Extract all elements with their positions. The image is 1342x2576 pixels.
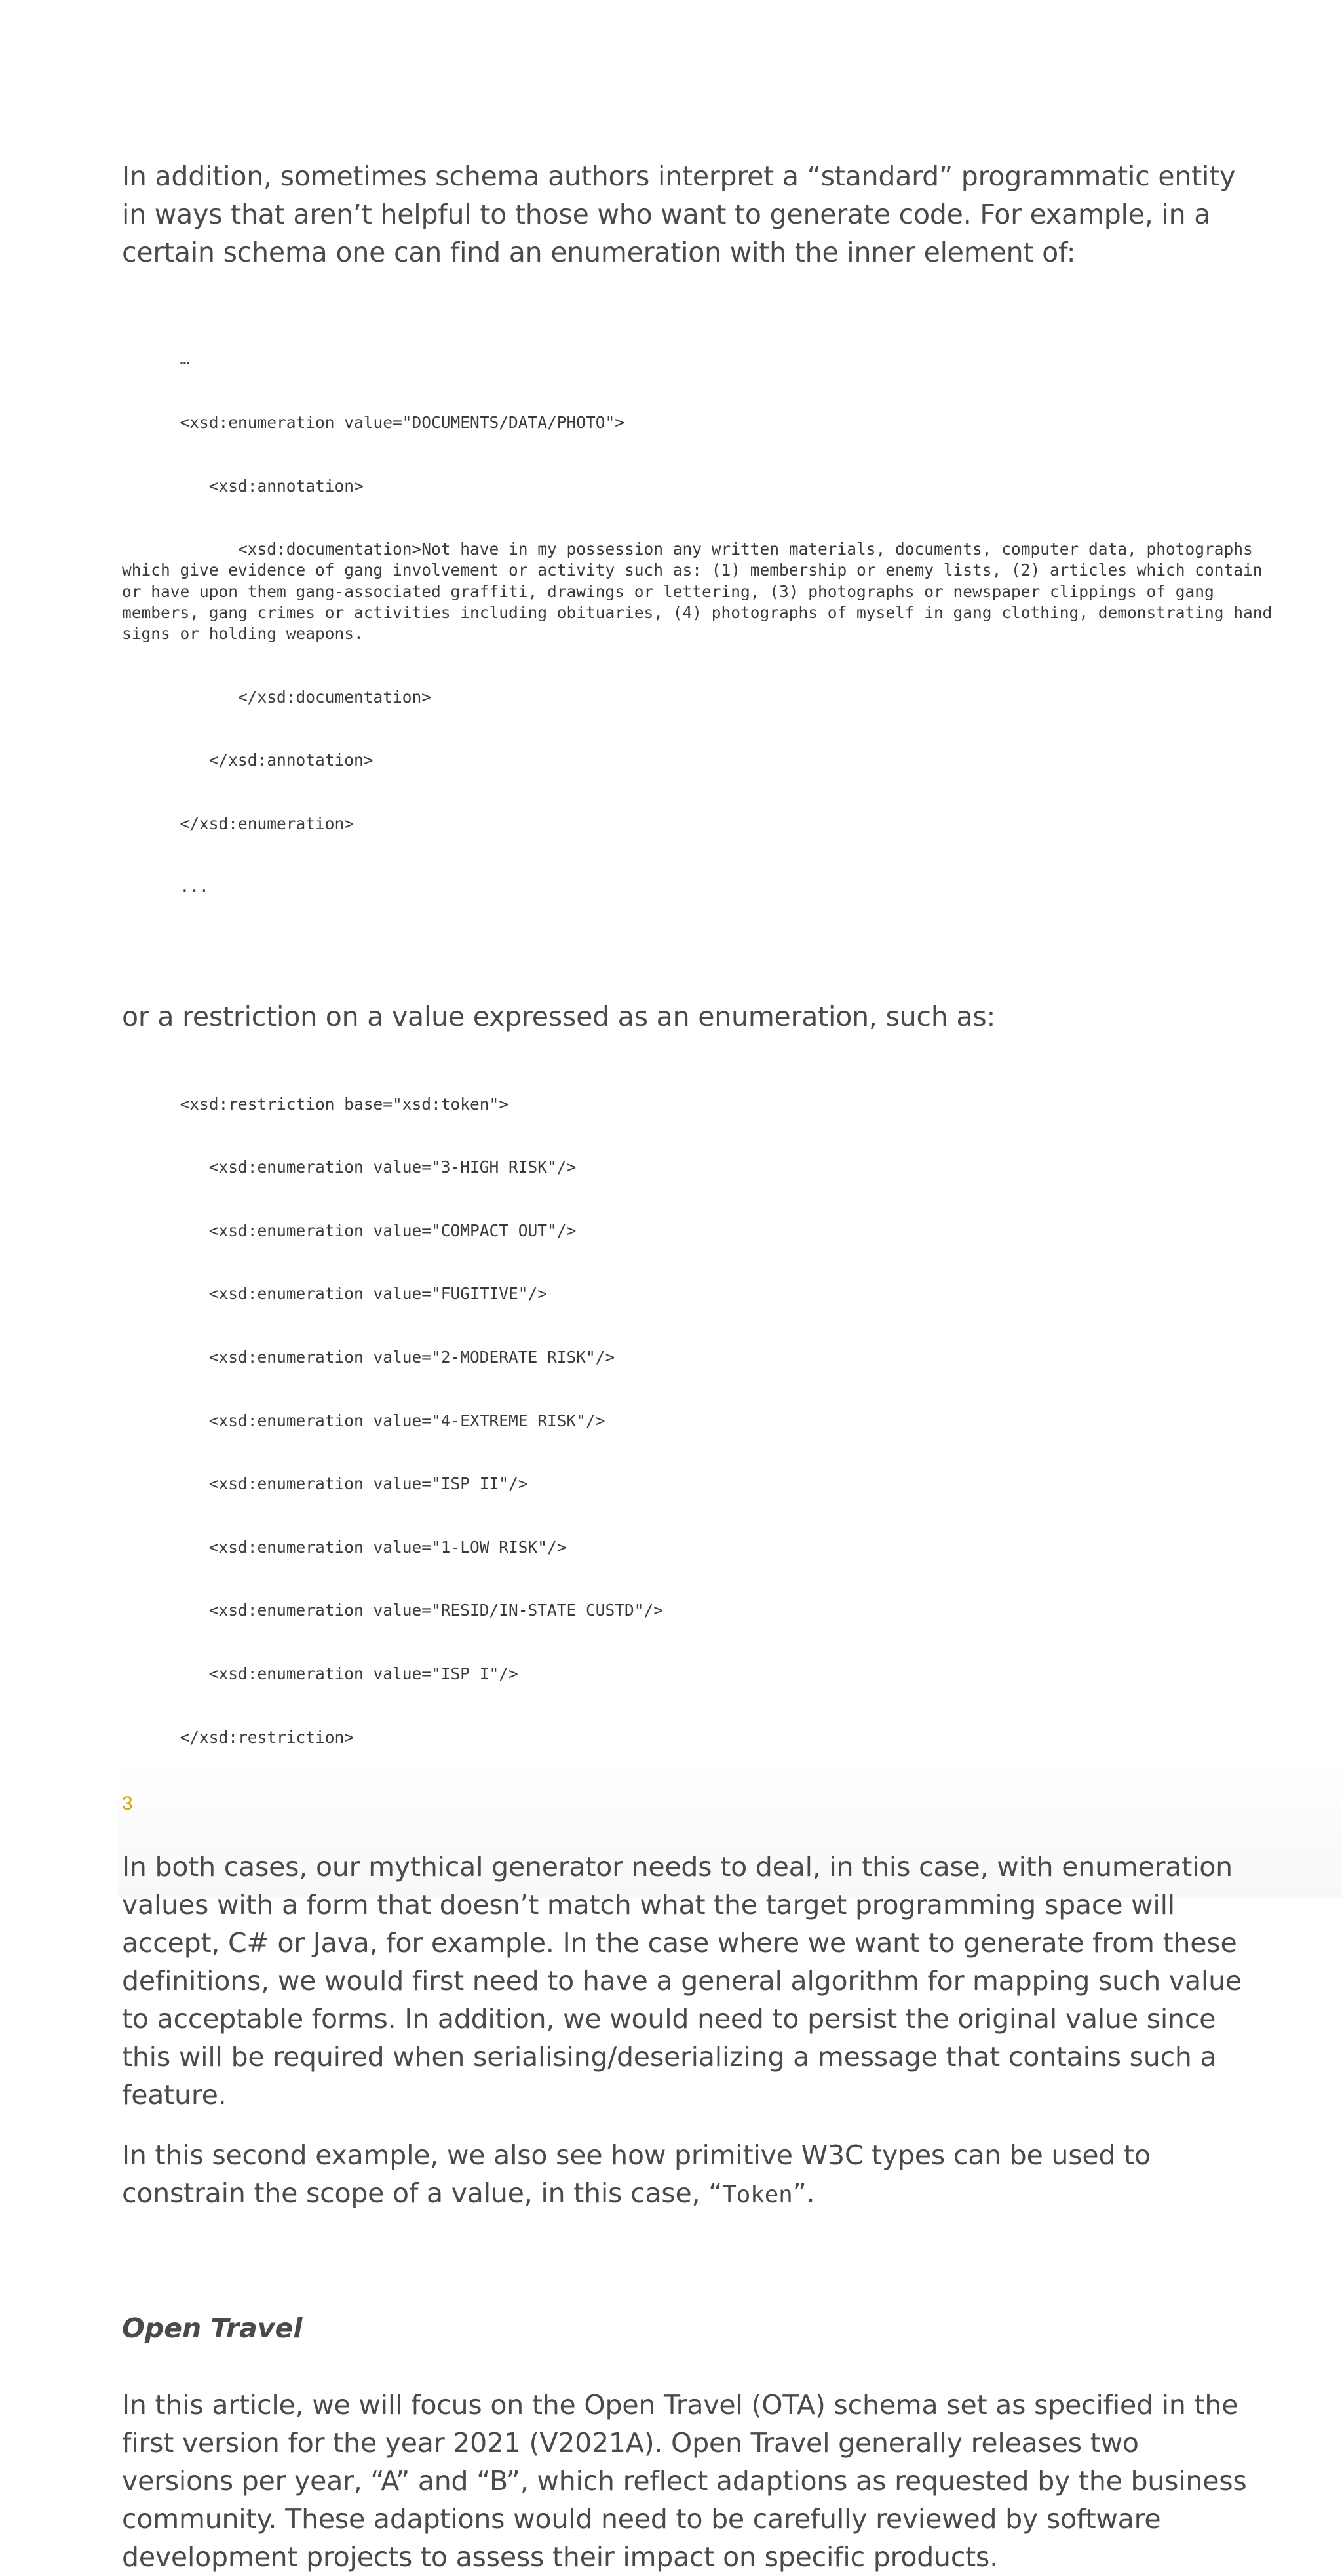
paragraph-second-example-end: ”. xyxy=(792,2177,815,2210)
code-line: <xsd:documentation>Not have in my possession any written materials, documents, computer data, photographs which give evidence of gang involvement or activity such as: (1) membership or enemy lists, (2) articles which contain or have upon them gang-associated graffiti, drawings or lettering, (3) photographs or newspaper clippings of gang members, gang crimes or activities including obituaries, (4) photographs of myself in gang clothing, demonstrating hand signs or holding weapons. xyxy=(122,539,1282,644)
code-block-enumeration xyxy=(122,307,1282,940)
code-line: <xsd:enumeration value="DOCUMENTS/DATA/PHOTO"> xyxy=(122,413,625,433)
code-line: <xsd:annotation> xyxy=(122,476,364,496)
code-line: <xsd:enumeration value="RESID/IN-STATE CUSTD"/> xyxy=(122,1601,664,1620)
page-content xyxy=(122,157,1282,2576)
paragraph-second-example-text: In this second example, we also see how primitive W3C types can be used to constrain the scope of a value, in this case, “ xyxy=(122,2139,1151,2210)
code-line: <xsd:enumeration value="FUGITIVE"/> xyxy=(122,1284,548,1304)
inline-code-token: Token xyxy=(722,2181,793,2209)
code-line: <xsd:enumeration value="3-HIGH RISK"/> xyxy=(122,1158,577,1177)
code-line: <xsd:restriction base="xsd:token"> xyxy=(122,1094,509,1114)
code-line: </xsd:documentation> xyxy=(122,687,432,707)
code-line: <xsd:enumeration value="COMPACT OUT"/> xyxy=(122,1220,577,1240)
code-line: <xsd:enumeration value="4-EXTREME RISK"/> xyxy=(122,1411,605,1430)
code-line: … xyxy=(122,349,190,369)
code-line: </xsd:restriction> xyxy=(122,1727,355,1747)
code-block-restriction xyxy=(122,1051,1282,1790)
paragraph-open-travel: In this article, we will focus on the Open Travel (OTA) schema set as specified in the first version for the year 2021 (V2021A). Open Travel generally releases two versions per year, “A” and “B”, which reflect adaptions as requested by the business community. These adaptions would need to be carefully reviewed by software development projects to assess their impact on specific products. xyxy=(122,2389,1247,2573)
code-line: </xsd:enumeration> xyxy=(122,813,355,833)
code-line: </xsd:annotation> xyxy=(122,751,374,770)
page-number: 3 xyxy=(122,1793,133,1814)
code-line: <xsd:enumeration value="ISP II"/> xyxy=(122,1474,528,1494)
paragraph-intro: In addition, sometimes schema authors interpret a “standard” programmatic entity in ways that aren’t helpful to those who want to generate code. For example, in a certain schema one can find an enumeration with the inner element of: xyxy=(122,161,1236,268)
paragraph-restriction-intro: or a restriction on a value expressed as an enumeration, such as: xyxy=(122,1001,996,1033)
code-line: ... xyxy=(122,877,209,897)
code-line: <xsd:enumeration value="2-MODERATE RISK"/> xyxy=(122,1347,615,1367)
code-line: <xsd:enumeration value="1-LOW RISK"/> xyxy=(122,1537,567,1557)
code-line: <xsd:enumeration value="ISP I"/> xyxy=(122,1664,518,1683)
paragraph-both-cases: In both cases, our mythical generator needs to deal, in this case, with enumeration values with a form that doesn’t match what the target programming space will accept, C# or Java, for example. In the case where we want to generate from these definitions, we would first need to have a general algorithm for mapping such value to acceptable forms. In addition, we would need to persist the original value since this will be required when serialising/deserializing a message that contains such a feature. xyxy=(122,1851,1242,2111)
paragraph-second-example xyxy=(122,2136,1282,2214)
section-heading: Open Travel xyxy=(122,2313,303,2345)
